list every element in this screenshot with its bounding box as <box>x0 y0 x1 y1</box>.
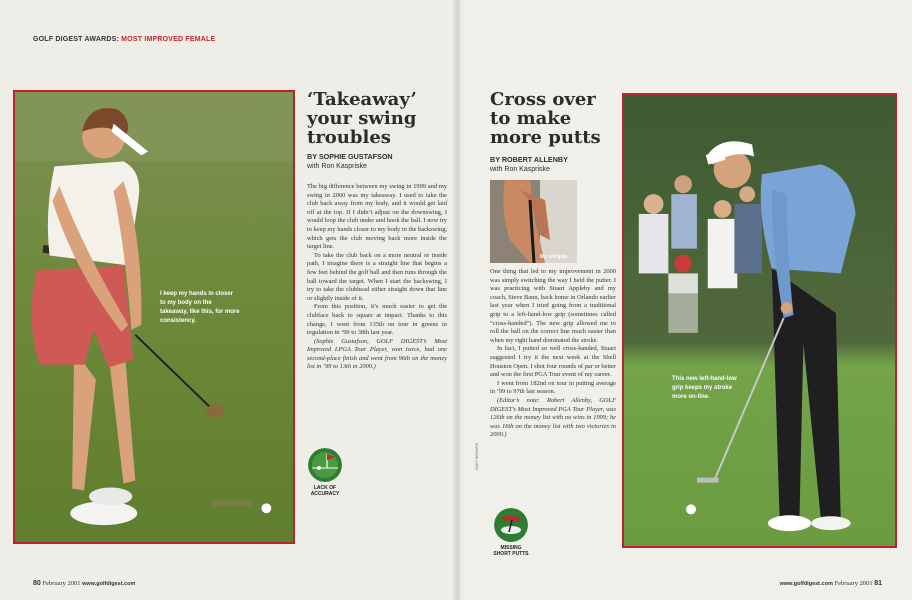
section-accent: MOST IMPROVED FEMALE <box>121 36 216 43</box>
right-paragraph: One thing that led to my improvement in 2000 was simply switching the way I held the putter. I was practicing with Stuart Appleby and my coach, Steve Bann, back home in Orlando earlier last year when I tried going from a traditional grip to a left-hand-low grip (sometimes called “cross-handed”). The new grip allowed me to roll the ball on the correct line much easier than when my right hand dominated the stroke. <box>490 268 616 344</box>
right-author: BY ROBERT ALLENBY <box>490 155 568 164</box>
right-editor-note: (Editor’s note: Robert Allenby, GOLF DIGEST’s Most Improved PGA Tour Player, was 126th on the money list with no wins in 1999; he was 16th on the money list with two victories in 2000.) <box>490 396 616 439</box>
left-headline-line-2: your swing <box>307 108 417 129</box>
issue-date: February 2001 <box>42 580 81 587</box>
badge-label <box>488 545 534 557</box>
gutter-shadow <box>452 0 462 600</box>
left-headline-line-3: troubles <box>307 127 391 148</box>
right-body-text <box>490 268 616 440</box>
right-headline-line-1: Cross over <box>490 89 596 110</box>
left-folio <box>33 580 135 587</box>
left-body-text <box>307 183 447 372</box>
right-headline <box>490 90 620 147</box>
badge-label-line-1: MISSING <box>500 545 522 551</box>
left-coauthor: with Ron Kaspriske <box>307 163 367 170</box>
page-number: 80 <box>33 580 41 587</box>
website: www.golfdigest.com <box>779 581 833 587</box>
lack-of-accuracy-badge <box>303 448 347 497</box>
inset-caption: My old grip. <box>540 254 569 260</box>
left-paragraph: From this position, it’s much easier to get the clubface back to square at impact. Thanks to this change, I went from 135th on tour in greens in regulation in ’99 to 38th last year. <box>307 303 447 337</box>
badge-label-line-2: ACCURACY <box>310 491 340 497</box>
left-paragraph: The big difference between my swing in 1999 and my swing in 2000 was my takeaway. I used to take the club back away from my body, and it would get laid off at the top. If I didn’t adjust on the downswing, I would loop the club under and hook the ball. I now try to keep my hands closer to my body in the backswing, which gets the club moving back more inside the target line. <box>307 183 447 251</box>
issue-date: February 2001 <box>834 580 873 587</box>
right-paragraph: I went from 182nd on tour in putting average in ’99 to 97th last season. <box>490 379 616 396</box>
robert-allenby-photo <box>622 93 897 548</box>
right-paragraph: In fact, I putted so well cross-handed, Stuart suggested I try it the next week at the Shell Houston Open. I shot four rounds of par or better and won the first PGA Tour event of my career. <box>490 345 616 379</box>
photo-credit: GARY NEWKIRK <box>475 442 479 470</box>
section-header <box>33 36 215 43</box>
sophie-gustafson-photo <box>13 90 295 544</box>
right-headline-line-2: to make <box>490 108 572 129</box>
badge-label-line-2: SHORT PUTTS <box>493 551 529 557</box>
left-paragraph: To take the club back on a more neutral or inside path, I imagine there is a straight line that begins a few feet behind the golf ball and then runs through the ball toward the target. When I start the backswing, I try to take the clubhead either straight down that line or slightly inside of it. <box>307 251 447 302</box>
left-byline <box>307 152 393 172</box>
right-folio <box>780 580 882 587</box>
right-coauthor: with Ron Kaspriske <box>490 166 550 173</box>
right-byline <box>490 155 568 175</box>
missing-short-putts-badge <box>488 508 534 557</box>
old-grip-inset-photo <box>490 180 577 263</box>
left-photo-caption: I keep my hands in closer to my body on the takeaway, like this, for more consistency. <box>160 291 240 324</box>
right-headline-line-3: more putts <box>490 127 601 148</box>
right-photo-caption: This new left-hand-low grip keeps my stroke more on-line. <box>672 376 737 400</box>
left-headline <box>307 90 447 147</box>
badge-label-line-1: LACK OF <box>313 485 337 491</box>
left-editor-note: (Sophie Gustafson, GOLF DIGEST’s Most Improved LPGA Tour Player, won twice, had one second-place finish and went from 96th on the money list in ’99 to 13th in 2000.) <box>307 337 447 371</box>
target-flag-icon <box>308 448 342 482</box>
section-prefix: GOLF DIGEST AWARDS: <box>33 36 119 43</box>
putter-hole-icon <box>494 508 528 542</box>
website: www.golfdigest.com <box>82 581 136 587</box>
badge-label <box>303 485 347 497</box>
page-number: 81 <box>874 580 882 587</box>
left-headline-line-1: ‘Takeaway’ <box>307 89 417 110</box>
left-author: BY SOPHIE GUSTAFSON <box>307 152 393 161</box>
